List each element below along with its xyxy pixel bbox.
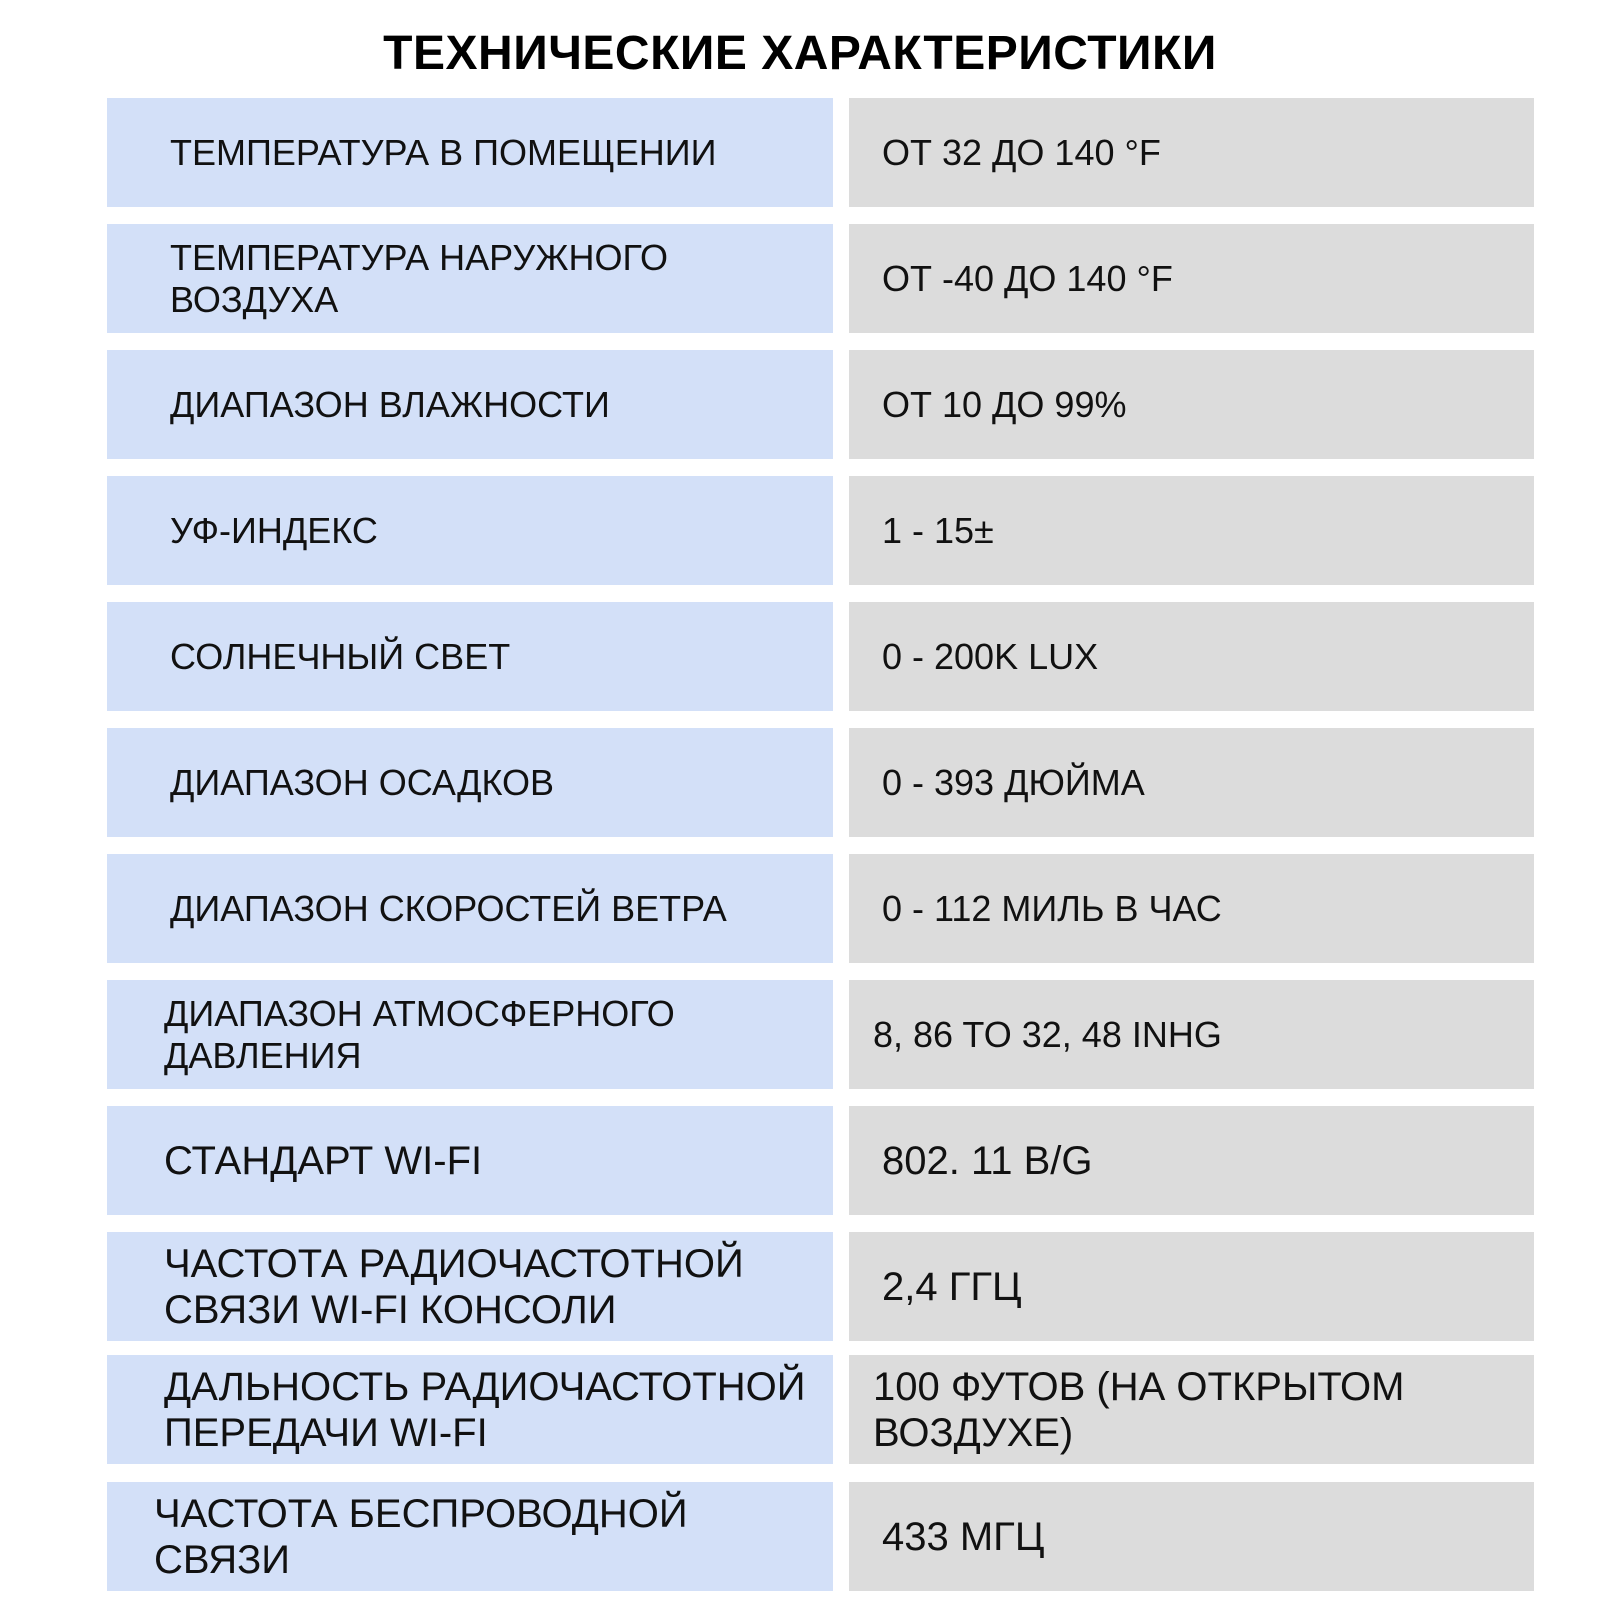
spec-value [849, 1232, 1534, 1341]
spec-value-text: 433 МГЦ [882, 1514, 1045, 1559]
spec-label [107, 728, 833, 837]
spec-row-outdoor-temperature [107, 224, 1534, 333]
spec-value-text: 802. 11 B/G [882, 1138, 1093, 1183]
spec-value [849, 98, 1534, 207]
spec-value-text: 8, 86 TO 32, 48 INHG [873, 1013, 1222, 1055]
spec-value-text: ОТ 32 ДО 140 °F [882, 131, 1161, 173]
spec-value [849, 602, 1534, 711]
spec-row-wifi-transmission-range [107, 1355, 1534, 1464]
spec-label-text: ДИАПАЗОН АТМОСФЕРНОГО ДАВЛЕНИЯ [164, 992, 675, 1076]
spec-label [107, 224, 833, 333]
spec-value [849, 728, 1534, 837]
spec-label-text: ДИАПАЗОН СКОРОСТЕЙ ВЕТРА [170, 887, 727, 929]
spec-label [107, 1355, 833, 1464]
spec-value [849, 1482, 1534, 1591]
spec-label [107, 602, 833, 711]
spec-label-text: ДИАПАЗОН ВЛАЖНОСТИ [170, 383, 610, 425]
spec-value [849, 1106, 1534, 1215]
spec-value [849, 224, 1534, 333]
spec-label [107, 1232, 833, 1341]
spec-label [107, 1106, 833, 1215]
page-title: ТЕХНИЧЕСКИЕ ХАРАКТЕРИСТИКИ [383, 27, 1217, 80]
spec-value [849, 980, 1534, 1089]
spec-value-text: 0 - 393 ДЮЙМА [882, 761, 1145, 803]
spec-value-text: 0 - 200K LUX [882, 635, 1099, 677]
spec-value-text: 2,4 ГГЦ [882, 1264, 1022, 1309]
spec-value [849, 1355, 1534, 1464]
spec-value [849, 854, 1534, 963]
spec-row-pressure-range [107, 980, 1534, 1089]
spec-row-console-wifi-frequency [107, 1232, 1534, 1341]
spec-value-text: 1 - 15± [882, 509, 994, 551]
spec-label-text: СТАНДАРТ WI-FI [164, 1138, 483, 1183]
spec-value [849, 476, 1534, 585]
spec-label-text: ДАЛЬНОСТЬ РАДИОЧАСТОТНОЙ ПЕРЕДАЧИ WI-FI [164, 1364, 806, 1455]
spec-label [107, 350, 833, 459]
spec-label [107, 980, 833, 1089]
spec-value-text: ОТ 10 ДО 99% [882, 383, 1127, 425]
spec-value-text: 100 ФУТОВ (НА ОТКРЫТОМ ВОЗДУХЕ) [873, 1364, 1405, 1455]
spec-label-text: ЧАСТОТА РАДИОЧАСТОТНОЙ СВЯЗИ WI-FI КОНСОЛИ [164, 1241, 744, 1332]
spec-row-wifi-standard [107, 1106, 1534, 1215]
spec-row-uv-index [107, 476, 1534, 585]
spec-label-text: УФ-ИНДЕКС [170, 509, 378, 551]
spec-label [107, 854, 833, 963]
spec-row-indoor-temperature [107, 98, 1534, 207]
spec-label-text: ТЕМПЕРАТУРА В ПОМЕЩЕНИИ [170, 131, 717, 173]
spec-label-text: ТЕМПЕРАТУРА НАРУЖНОГО ВОЗДУХА [170, 236, 668, 320]
spec-row-rainfall-range [107, 728, 1534, 837]
spec-value-text: 0 - 112 МИЛЬ В ЧАС [882, 887, 1222, 929]
spec-label [107, 98, 833, 207]
spec-label-text: СОЛНЕЧНЫЙ СВЕТ [170, 635, 511, 677]
spec-label [107, 1482, 833, 1591]
spec-label-text: ДИАПАЗОН ОСАДКОВ [170, 761, 555, 803]
spec-row-sunlight [107, 602, 1534, 711]
spec-row-humidity-range [107, 350, 1534, 459]
spec-value [849, 350, 1534, 459]
spec-label-text: ЧАСТОТА БЕСПРОВОДНОЙ СВЯЗИ [154, 1491, 688, 1582]
spec-value-text: ОТ -40 ДО 140 °F [882, 257, 1173, 299]
spec-label [107, 476, 833, 585]
spec-row-wind-speed-range [107, 854, 1534, 963]
spec-row-wireless-frequency [107, 1482, 1534, 1591]
